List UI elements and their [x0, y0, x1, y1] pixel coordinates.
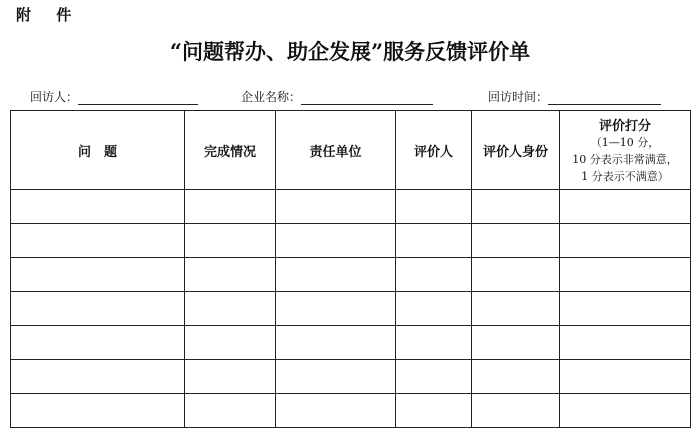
cell-status[interactable]	[185, 224, 276, 258]
cell-issue[interactable]	[11, 258, 185, 292]
cell-status[interactable]	[185, 190, 276, 224]
table-row	[11, 190, 691, 224]
table-row	[11, 224, 691, 258]
time-label: 回访时间：	[488, 90, 549, 104]
cell-identity[interactable]	[472, 394, 560, 428]
cell-evaluator[interactable]	[396, 394, 472, 428]
feedback-table	[10, 110, 691, 428]
score-note-range: （1—10 分，	[590, 136, 660, 149]
table-row	[11, 292, 691, 326]
cell-unit[interactable]	[276, 360, 396, 394]
header-evaluator: 评价人	[396, 111, 472, 190]
table-row	[11, 326, 691, 360]
header-status: 完成情况	[185, 111, 276, 190]
visitor-input-line[interactable]	[78, 90, 198, 105]
score-title: 评价打分	[598, 119, 651, 134]
cell-unit[interactable]	[276, 292, 396, 326]
cell-unit[interactable]	[276, 326, 396, 360]
score-note-low: 1 分表示不满意）	[581, 170, 669, 183]
cell-evaluator[interactable]	[396, 326, 472, 360]
table-row	[11, 360, 691, 394]
cell-unit[interactable]	[276, 258, 396, 292]
cell-evaluator[interactable]	[396, 258, 472, 292]
header-issue: 问 题	[11, 111, 185, 190]
cell-score[interactable]	[560, 224, 691, 258]
cell-score[interactable]	[560, 326, 691, 360]
cell-identity[interactable]	[472, 326, 560, 360]
cell-score[interactable]	[560, 190, 691, 224]
company-input-line[interactable]	[301, 90, 433, 105]
header-identity: 评价人身份	[472, 111, 560, 190]
cell-issue[interactable]	[11, 190, 185, 224]
cell-unit[interactable]	[276, 224, 396, 258]
cell-score[interactable]	[560, 258, 691, 292]
cell-evaluator[interactable]	[396, 292, 472, 326]
header-row	[11, 111, 691, 190]
table-row	[11, 394, 691, 428]
table-row	[11, 258, 691, 292]
form-title: “问题帮办、助企发展”服务反馈评价单	[169, 39, 531, 64]
score-note-high: 10 分表示非常满意，	[572, 153, 678, 166]
cell-score[interactable]	[560, 394, 691, 428]
cell-identity[interactable]	[472, 190, 560, 224]
cell-identity[interactable]	[472, 292, 560, 326]
cell-issue[interactable]	[11, 292, 185, 326]
cell-issue[interactable]	[11, 394, 185, 428]
visitor-label: 回访人：	[30, 90, 79, 104]
company-field	[241, 88, 433, 105]
cell-score[interactable]	[560, 292, 691, 326]
header-score	[560, 111, 691, 190]
cell-status[interactable]	[185, 292, 276, 326]
cell-evaluator[interactable]	[396, 224, 472, 258]
cell-status[interactable]	[185, 394, 276, 428]
attachment-label: 附 件	[16, 6, 82, 24]
cell-unit[interactable]	[276, 190, 396, 224]
cell-evaluator[interactable]	[396, 360, 472, 394]
header-unit: 责任单位	[276, 111, 396, 190]
cell-issue[interactable]	[11, 360, 185, 394]
cell-score[interactable]	[560, 360, 691, 394]
cell-identity[interactable]	[472, 258, 560, 292]
company-label: 企业名称：	[241, 90, 302, 104]
cell-status[interactable]	[185, 326, 276, 360]
cell-unit[interactable]	[276, 394, 396, 428]
cell-identity[interactable]	[472, 360, 560, 394]
cell-issue[interactable]	[11, 224, 185, 258]
cell-identity[interactable]	[472, 224, 560, 258]
visitor-field	[30, 88, 198, 105]
cell-status[interactable]	[185, 360, 276, 394]
time-field	[488, 88, 661, 105]
cell-evaluator[interactable]	[396, 190, 472, 224]
time-input-line[interactable]	[548, 90, 661, 105]
cell-status[interactable]	[185, 258, 276, 292]
cell-issue[interactable]	[11, 326, 185, 360]
